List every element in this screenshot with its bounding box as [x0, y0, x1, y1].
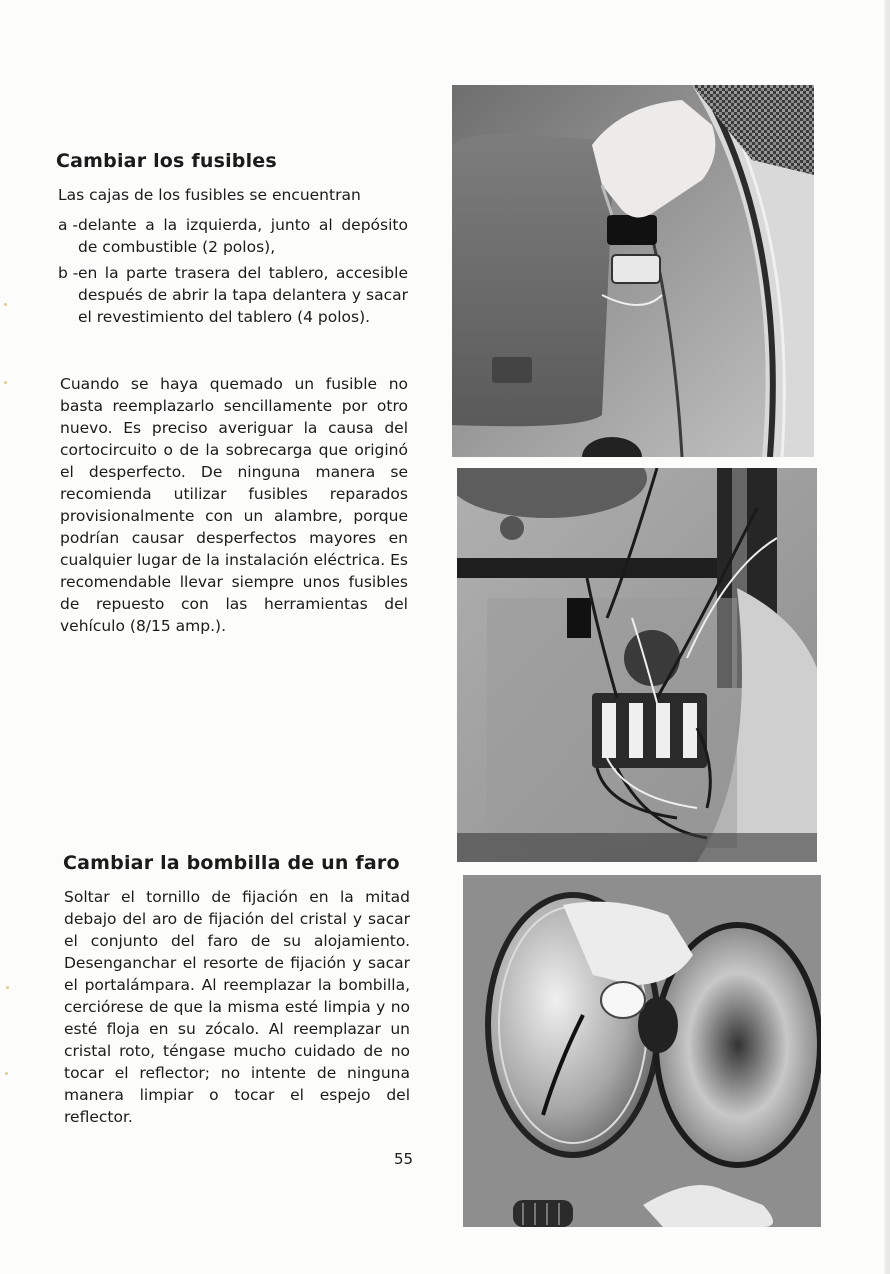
- list-item: [58, 262, 408, 328]
- fuses-intro: Las cajas de los fusibles se encuentran: [58, 186, 361, 204]
- page-number: 55: [394, 1150, 414, 1168]
- photo-front-fuse-box: [452, 85, 814, 457]
- list-marker: b -: [58, 264, 79, 282]
- section-title-headlamp-bulb: Cambiar la bombilla de un faro: [63, 852, 400, 874]
- margin-speck: [4, 303, 7, 306]
- list-item-text: delante a la izquierda, junto al depósito de combustible (2 polos),: [78, 216, 408, 256]
- list-item: [58, 214, 408, 258]
- headlamp-paragraph: Soltar el tornillo de fijación en la mitad debajo del aro de fijación del cristal y sacar el conjunto del faro de su alojamiento. Desenganchar el resorte de fijación y sacar el portalámpara. Al reemplazar la bombilla, cerciórese de que la misma esté limpia y no esté floja en su zócalo. Al reemplazar un cristal roto, téngase mucho cuidado de no tocar el reflector; no intente de ninguna manera limpiar o tocar el espejo del reflector.: [64, 888, 410, 1126]
- margin-speck: [6, 986, 9, 989]
- photo-headlamp: [463, 875, 821, 1227]
- section-title-fuses: Cambiar los fusibles: [56, 150, 277, 172]
- photo-dashboard-fuse-box: [457, 468, 817, 862]
- list-marker: a -: [58, 216, 79, 234]
- fuses-paragraph: Cuando se haya quemado un fusible no basta reemplazarlo sencillamente por otro nuevo. Es preciso averiguar la causa del cortocircuito o de la sobrecarga que originó el desperfecto. De ninguna manera se recomienda utilizar fusibles reparados provisionalmente con un alambre, porque podrían causar desperfectos mayores en cualquier lugar de la instalación eléctrica. Es recomendable llevar siempre unos fusibles de repuesto con las herramientas del vehículo (8/15 amp.).: [60, 375, 408, 635]
- fuse-location-list: [58, 214, 408, 332]
- margin-speck: [5, 1072, 8, 1075]
- page-edge: [884, 0, 890, 1274]
- list-item-text: en la parte trasera del tablero, accesible después de abrir la tapa delantera y sacar el revestimiento del tablero (4 polos).: [78, 264, 408, 326]
- margin-speck: [4, 381, 7, 384]
